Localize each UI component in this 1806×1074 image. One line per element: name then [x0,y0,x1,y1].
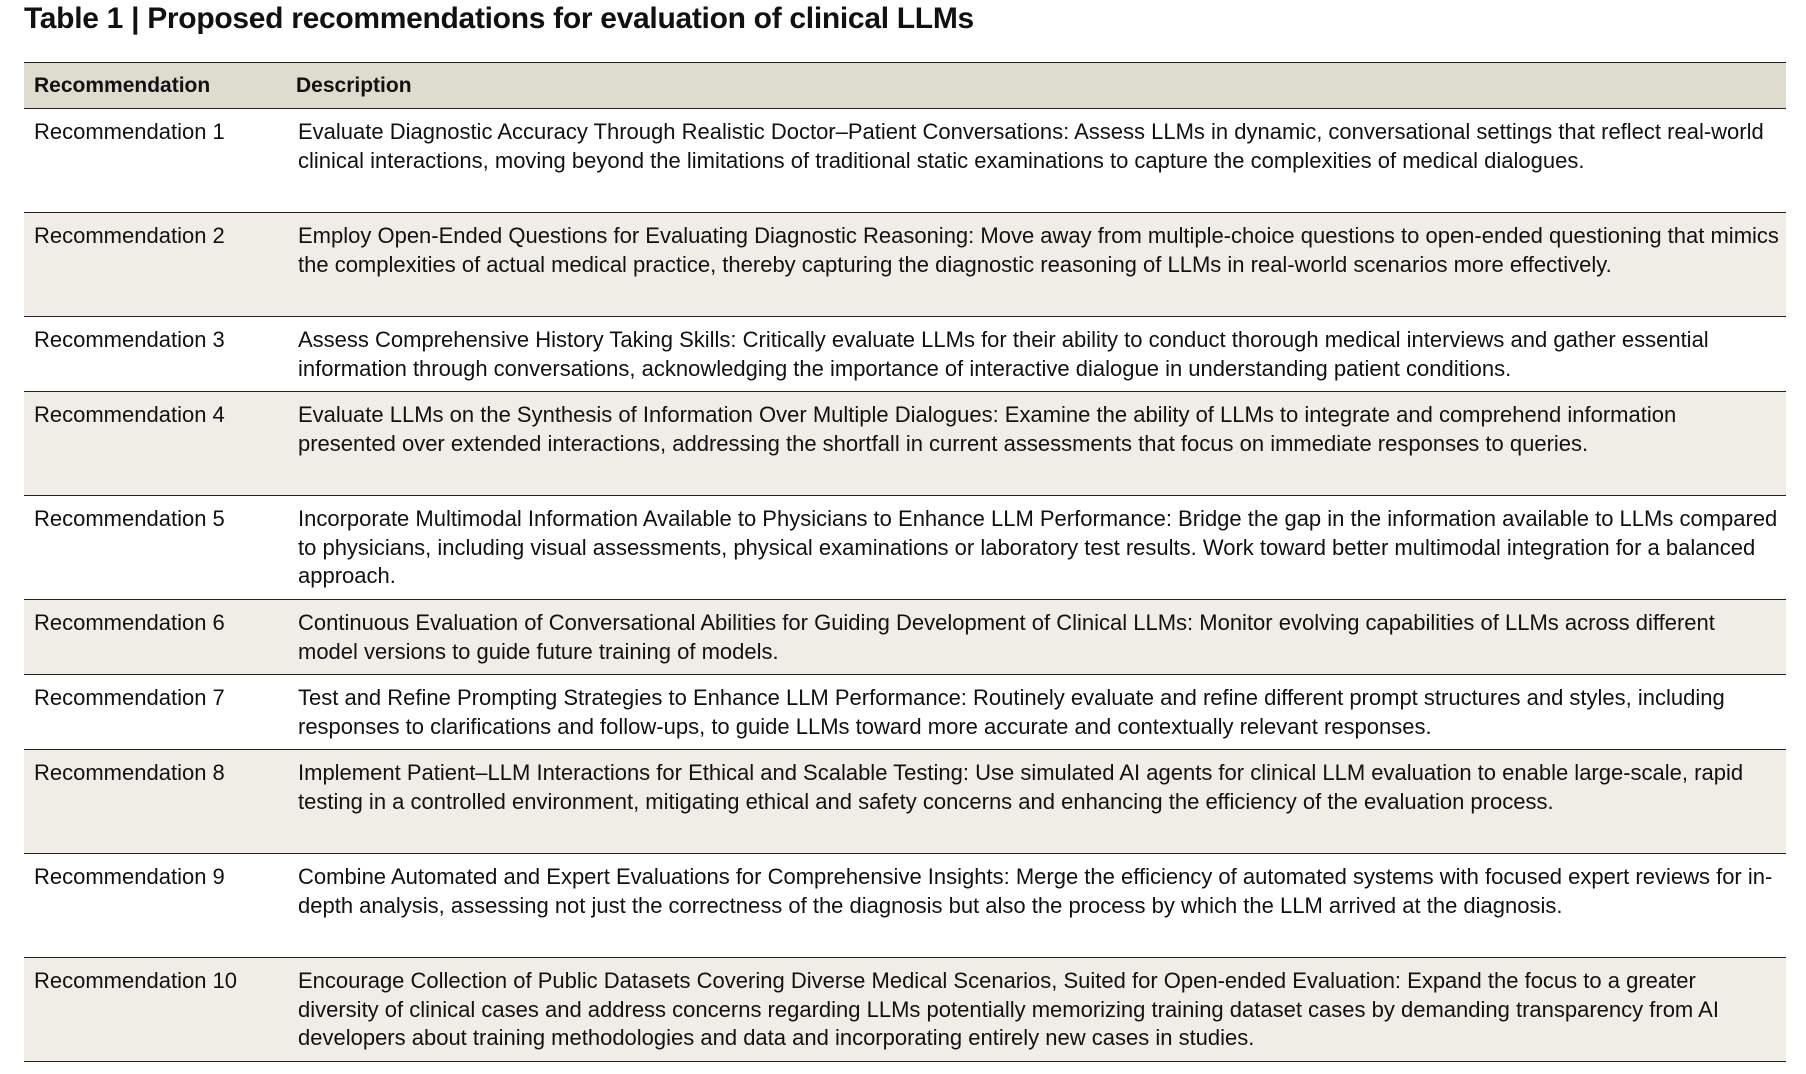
description-cell: Encourage Collection of Public Datasets Covering Diverse Medical Scenarios, Suited for Open-ended Evaluation: Expand the focus to a greater diversity of clinical cases and address concerns regarding LLMs potentially memorizing training dataset cases by demanding transparency from AI developers about training methodologies and data and incorporating entirely new cases in studies. [298,968,1719,1050]
description-cell: Continuous Evaluation of Conversational Abilities for Guiding Development of Clinical LLMs: Monitor evolving capabilities of LLMs across different model versions to guide future training of models. [298,610,1715,664]
table-header-row [24,63,1786,109]
table-row [24,496,1786,600]
table-row [24,317,1786,392]
description-cell: Incorporate Multimodal Information Available to Physicians to Enhance LLM Performance: Bridge the gap in the information available to LLMs compared to physicians, including visual assessments, physical examinations or laboratory test results. Work toward better multimodal integration for a balanced approach. [298,506,1778,588]
description-cell: Implement Patient–LLM Interactions for Ethical and Scalable Testing: Use simulated AI agents for clinical LLM evaluation to enable large-scale, rapid testing in a controlled environment, mitigating ethical and safety concerns and enhancing the efficiency of the evaluation process. [298,760,1744,814]
recommendation-cell: Recommendation 9 [34,864,225,889]
description-cell: Evaluate Diagnostic Accuracy Through Realistic Doctor–Patient Conversations: Assess LLMs in dynamic, conversational settings that reflect real-world clinical interactions, moving beyond the limitations of traditional static examinations to capture the complexities of medical dialogues. [298,119,1764,173]
recommendation-cell: Recommendation 3 [34,327,225,352]
recommendation-cell: Recommendation 2 [34,223,225,248]
table-title: Table 1 | Proposed recommendations for evaluation of clinical LLMs [24,2,974,35]
recommendation-cell: Recommendation 6 [34,610,225,635]
table-row [24,600,1786,675]
recommendation-cell: Recommendation 8 [34,760,225,785]
recommendation-cell: Recommendation 1 [34,119,225,144]
table-row [24,675,1786,750]
table-row [24,750,1786,854]
description-cell: Evaluate LLMs on the Synthesis of Information Over Multiple Dialogues: Examine the ability of LLMs to integrate and comprehend information presented over extended interactions, addressing the shortfall in current assessments that focus on immediate responses to queries. [298,402,1677,456]
recommendation-cell: Recommendation 7 [34,685,225,710]
recommendation-cell: Recommendation 10 [34,968,238,993]
header-recommendation: Recommendation [34,73,211,97]
description-cell: Employ Open-Ended Questions for Evaluating Diagnostic Reasoning: Move away from multiple-choice questions to open-ended questioning that mimics the complexities of actual medical practice, thereby capturing the diagnostic reasoning of LLMs in real-world scenarios more effectively. [298,223,1779,277]
table-row [24,213,1786,317]
recommendation-cell: Recommendation 5 [34,506,225,531]
table-row [24,392,1786,496]
table-row [24,854,1786,958]
header-description: Description [296,73,412,97]
table-row [24,958,1786,1062]
recommendations-table [24,62,1786,1062]
table-row [24,109,1786,213]
description-cell: Combine Automated and Expert Evaluations for Comprehensive Insights: Merge the efficiency of automated systems with focused expert reviews for in-depth analysis, assessing not just the correctness of the diagnosis but also the process by which the LLM arrived at the diagnosis. [298,864,1773,918]
recommendation-cell: Recommendation 4 [34,402,225,427]
description-cell: Test and Refine Prompting Strategies to Enhance LLM Performance: Routinely evaluate and refine different prompt structures and styles, including responses to clarifications and follow-ups, to guide LLMs toward more accurate and contextually relevant responses. [298,685,1725,739]
description-cell: Assess Comprehensive History Taking Skills: Critically evaluate LLMs for their ability to conduct thorough medical interviews and gather essential information through conversations, acknowledging the importance of interactive dialogue in understanding patient conditions. [298,327,1709,381]
